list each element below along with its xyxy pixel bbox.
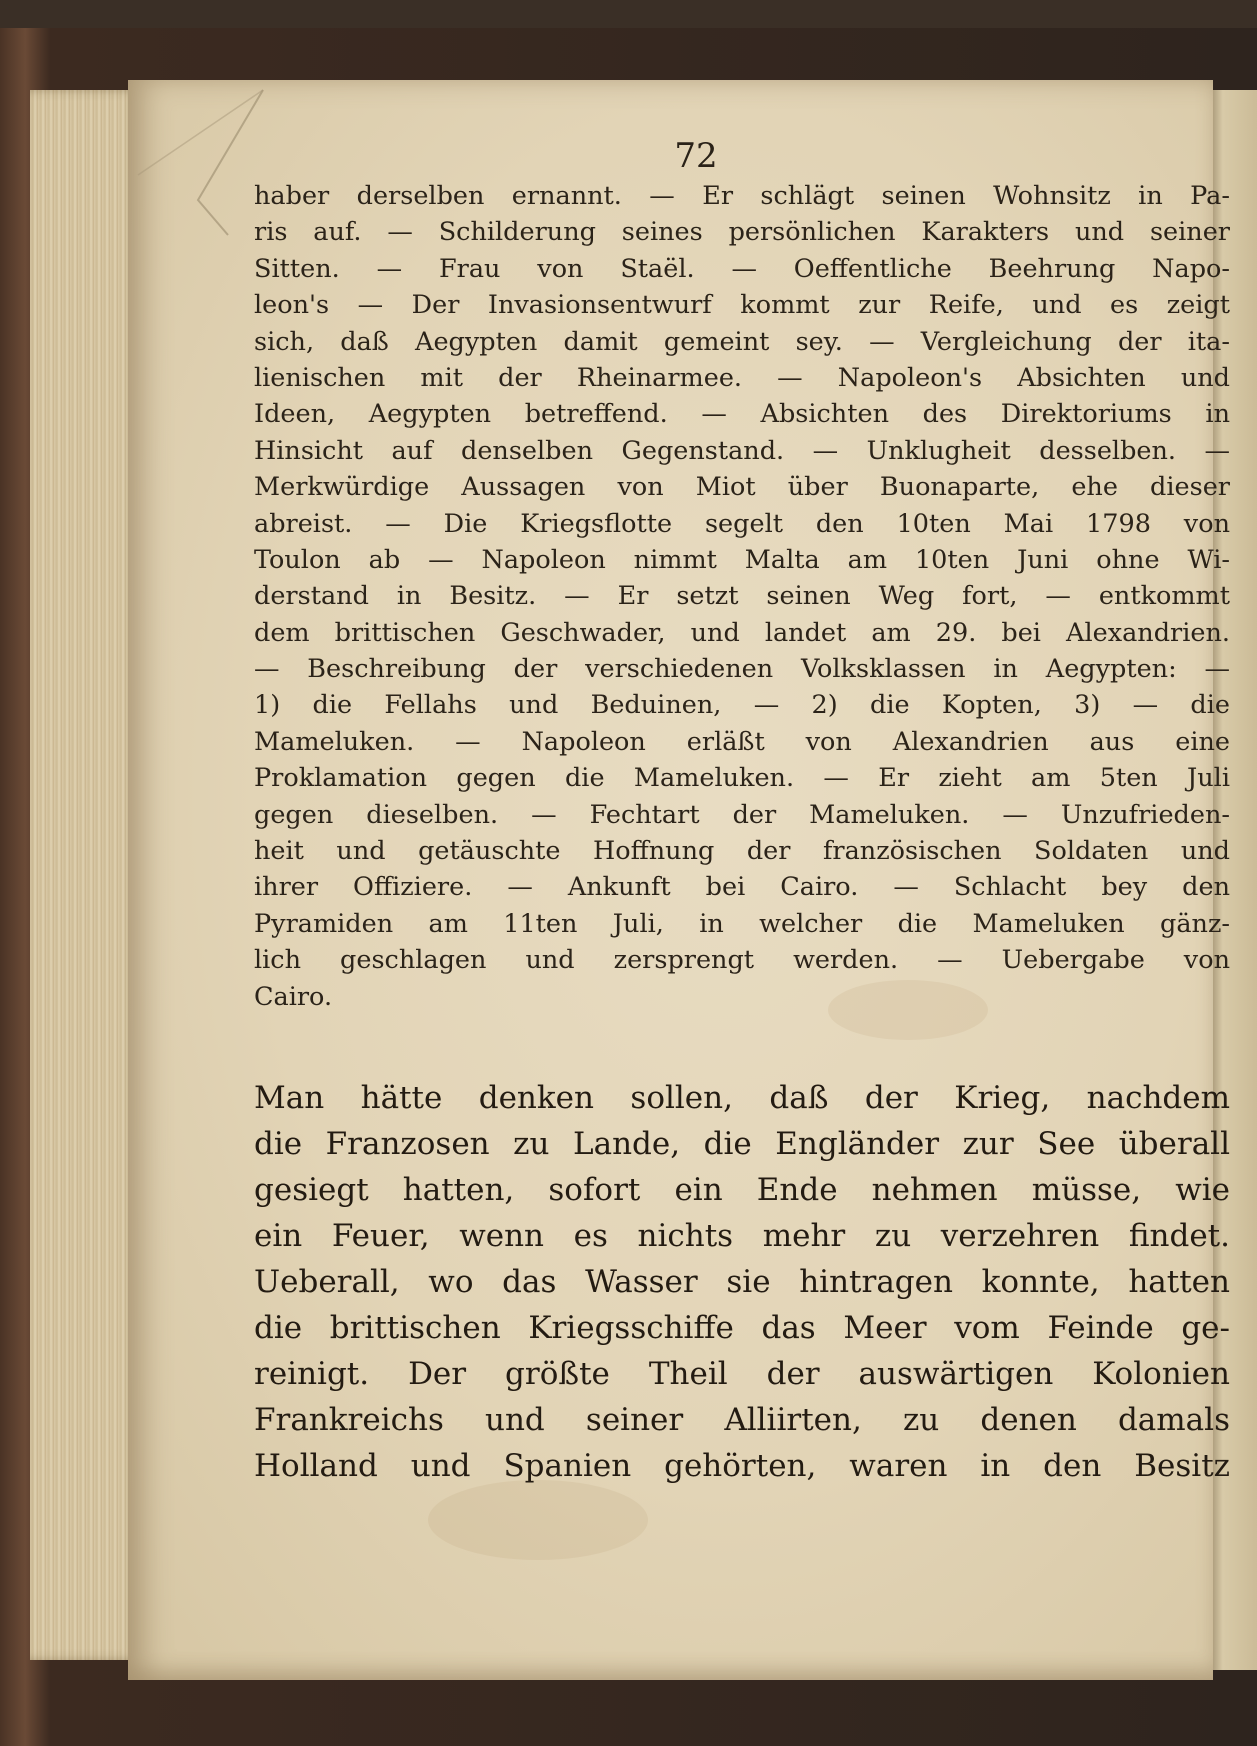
page-number: 72: [674, 136, 718, 176]
body-line: reinigt. Der größte Theil der auswärtigen Kolonien: [254, 1356, 1230, 1392]
summary-line: 1) die Fellahs und Beduinen, — 2) die Kopten, 3) — die: [254, 690, 1230, 721]
summary-line: Pyramiden am 11ten Juli, in welcher die Mameluken gänz-: [254, 908, 1230, 939]
body-line: gesiegt hatten, sofort ein Ende nehmen müsse, wie: [254, 1172, 1230, 1208]
summary-line: haber derselben ernannt. — Er schlägt seinen Wohnsitz in Pa-: [254, 181, 1230, 211]
chapter-summary: [254, 178, 1230, 1015]
summary-line: Toulon ab — Napoleon nimmt Malta am 10ten Juni ohne Wi-: [254, 544, 1230, 575]
summary-line: ris auf. — Schilderung seines persönlichen Karakters und seiner: [254, 217, 1230, 248]
summary-line: gegen dieselben. — Fechtart der Mameluken. — Unzufrieden-: [254, 799, 1230, 830]
body-line: Holland und Spanien gehörten, waren in den Besitz: [254, 1448, 1230, 1484]
summary-line: Mameluken. — Napoleon erläßt von Alexandrien aus eine: [254, 726, 1230, 757]
summary-line: Merkwürdige Aussagen von Miot über Buonaparte, ehe dieser: [254, 472, 1230, 503]
summary-line: dem brittischen Geschwader, und landet am 29. bei Alexandrien.: [254, 617, 1230, 648]
summary-line: derstand in Besitz. — Er setzt seinen Weg fort, — entkommt: [254, 581, 1230, 612]
summary-line: Proklamation gegen die Mameluken. — Er zieht am 5ten Juli: [254, 763, 1230, 794]
summary-line: heit und getäuschte Hoffnung der französischen Soldaten und: [254, 836, 1230, 867]
summary-line: leon's — Der Invasionsentwurf kommt zur Reife, und es zeigt: [254, 290, 1230, 321]
summary-line: lienischen mit der Rheinarmee. — Napoleon's Absichten und: [254, 362, 1230, 393]
book-page: [128, 80, 1230, 1680]
page-stack-edge: [30, 90, 140, 1660]
summary-line: sich, daß Aegypten damit gemeint sey. — Vergleichung der ita-: [254, 326, 1230, 357]
body-paragraph: [254, 1075, 1230, 1489]
summary-line: Cairo.: [254, 981, 333, 1012]
summary-line: ihrer Offiziere. — Ankunft bei Cairo. — Schlacht bey den: [254, 872, 1230, 903]
body-line: die Franzosen zu Lande, die Engländer zur See überall: [254, 1126, 1230, 1162]
body-line: die brittischen Kriegsschiffe das Meer vom Feinde ge-: [254, 1310, 1230, 1346]
body-line: Frankreichs und seiner Alliirten, zu denen damals: [254, 1402, 1230, 1438]
summary-line: abreist. — Die Kriegsflotte segelt den 10ten Mai 1798 von: [254, 508, 1230, 539]
body-line: Man hätte denken sollen, daß der Krieg, nachdem: [254, 1080, 1230, 1116]
summary-line: Ideen, Aegypten betreffend. — Absichten des Direktoriums in: [254, 399, 1230, 430]
body-line: ein Feuer, wenn es nichts mehr zu verzehren findet.: [254, 1218, 1230, 1254]
paper-stain: [428, 1480, 648, 1560]
summary-line: lich geschlagen und zersprengt werden. — Uebergabe von: [254, 945, 1230, 976]
body-line: Ueberall, wo das Wasser sie hintragen konnte, hatten: [254, 1264, 1230, 1300]
summary-line: Sitten. — Frau von Staël. — Oeffentliche Beehrung Napo-: [254, 253, 1230, 284]
summary-line: — Beschreibung der verschiedenen Volksklassen in Aegypten: —: [254, 654, 1230, 685]
summary-line: Hinsicht auf denselben Gegenstand. — Unklugheit desselben. —: [254, 435, 1230, 466]
